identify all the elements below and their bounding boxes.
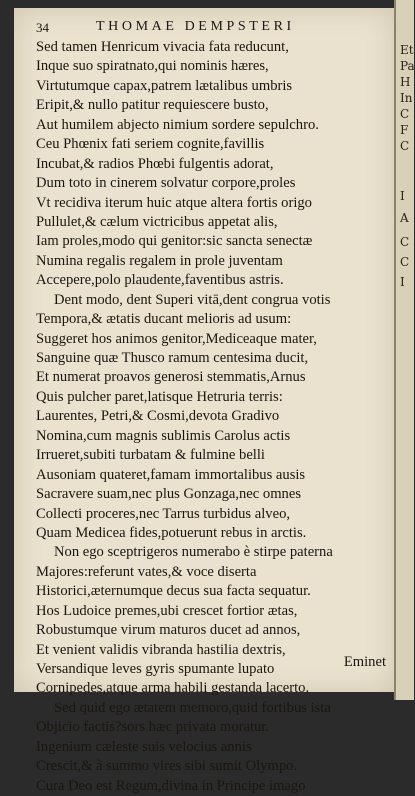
text-line: Dent modo, dent Superi vitā,dent congrua votis [54,291,331,308]
text-line: Accepere,polo plaudente,faventibus astris. [36,272,284,289]
text-line: Versandique leves gyris spumante lupato [36,661,275,677]
text-line: Objicio factis?sors hæc privata moratur. [36,719,270,736]
text-line: Quam Medicea fides,potuerunt rebus in arctis. [36,524,307,541]
facing-page-glyph: C [400,255,410,269]
text-line: Irrueret,subiti turbatam & fulmine belli [36,447,265,464]
text-line: Ceu Phœnix fati seriem cognite,favillis [36,136,265,153]
text-line: Pullulet,& cælum victricibus appetat alis, [36,213,278,230]
text-line: Sed tamen Henricum vivacia fata reducunt, [36,39,289,55]
text-line: Robustumque virum maturos ducet ad annos, [36,622,301,639]
text-line: Nomina,cum magnis sublimis Carolus actis [36,427,291,444]
text-line: Et numerat proavos generosi stemmatis,Arnus [36,369,306,386]
facing-page-glyph: Et [400,43,414,57]
facing-page-glyph: In [400,91,413,105]
text-line: Sacravere suam,nec plus Gonzaga,nec omnes [36,486,302,503]
facing-page-glyph: I [400,275,405,289]
text-line: Eripit,& nullo patitur requiescere busto, [36,97,269,114]
text-line: Collecti proceres,nec Tarrus turbidus alveo, [36,505,291,522]
book-page [14,8,395,794]
text-line: Cornipedes,atque arma habili gestanda lacerto. [36,680,310,697]
text-line: Cura Deo est Regum,divina in Principe imago [36,777,306,794]
facing-page-glyph: Pa [400,59,415,73]
text-line: Tempora,& ætatis ducant melioris ad usum: [36,311,292,328]
text-line: Incubat,& radios Phœbi fulgentis adorat, [36,155,274,172]
text-line: Crescit,& à summo vires sibi sumit Olympo. [36,758,298,775]
text-line: Virtutumque capax,patrem lætalibus umbris [36,77,293,94]
text-line: Ausoniam quateret,famam immortalibus ausis [36,466,306,483]
facing-page-glyph: H [400,75,411,89]
text-line: Historici,æternumque decus sua facta sequatur. [36,583,311,600]
text-line: Inque suo spiratnato,qui nominis hæres, [36,58,269,75]
text-line: Laurentes, Petri,& Cosmi,devota Gradivo [36,408,280,425]
page-header [36,18,392,38]
poem-text [36,38,394,796]
running-title: THOMAE DEMPSTERI [96,19,295,34]
catchword: Eminet [343,654,386,670]
text-line: Iam proles,modo qui genitor:sic sancta senectæ [36,233,313,250]
text-line: Aut humilem abjecto nimium sordere sepulchro. [36,116,319,133]
text-line: Sed quid ego ætatem memoro,quid fortibus ista [54,699,331,716]
facing-page-glyph: C [400,235,410,249]
facing-page-glyph: A [400,211,409,225]
facing-page-glyph: C [400,107,410,121]
page-number: 34 [36,20,49,35]
text-line: Vt recidiva iterum huic atque altera fortis origo [36,194,312,211]
text-line: Numina regalis regalem in prole juventam [36,252,283,269]
text-line: Suggeret hos animos genitor,Mediceaque mater, [36,330,317,347]
text-line: Non ego sceptrigeros numerabo è stirpe paterna [54,544,333,561]
facing-page-glyph: I [400,189,405,203]
text-line: Et venient validis vibranda hastilia dextris, [36,641,286,658]
text-line: Majores:referunt vates,& voce diserta [36,563,257,580]
text-line: Hos Ludoice premes,ubi crescet fortior ætas, [36,602,298,619]
facing-page-glyph: C [400,139,410,153]
text-line: Sanguine quæ Thusco ramum centesima ducit, [36,350,309,366]
facing-page-edge [394,0,414,700]
facing-page-glyph: F [400,123,409,137]
text-line: Ingenium cæleste suis velocius annis [36,738,252,755]
text-line: Quis pulcher paret,latisque Hetruria terris: [36,388,283,405]
text-line: Dum toto in cinerem solvatur corpore,proles [36,175,296,192]
